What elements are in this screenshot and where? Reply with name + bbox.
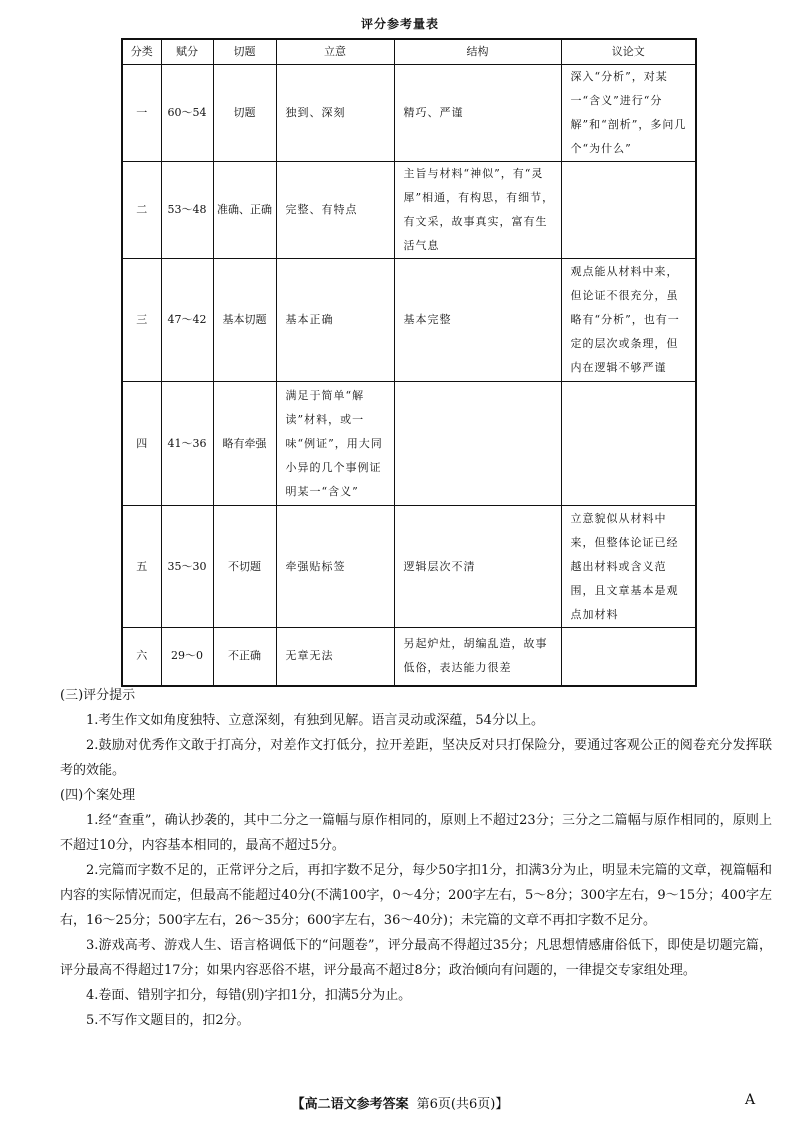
section-title-special-cases: (四)个案处理 (60, 788, 136, 803)
header-idea: 立意 (276, 39, 394, 65)
cell-category: 五 (122, 506, 161, 628)
note-item: 1.经“查重”，确认抄袭的，其中二分之一篇幅与原作相同的，原则上不超过23分；三分之二篇幅与原作相同的，原则上不超过10分，内容基本相同的，最高不超过5分。 (60, 813, 772, 853)
scoring-rubric-table (121, 38, 697, 687)
cell-idea: 无章无法 (276, 628, 394, 686)
header-category: 分类 (122, 39, 161, 65)
cell-relevance: 略有牵强 (213, 382, 276, 506)
header-structure: 结构 (394, 39, 561, 65)
cell-idea: 牵强贴标签 (276, 506, 394, 628)
cell-argument: 立意貌似从材料中来，但整体论证已经越出材料或含义范围，且文章基本是观点加材料 (561, 506, 696, 628)
note-item: 2.完篇而字数不足的，正常评分之后，再扣字数不足分，每少50字扣1分，扣满3分为止，明显未完篇的文章，视篇幅和内容的实际情况而定，但最高不能超过40分(不满100字，0～4分；200字左右，5～8分；300字左右，9～15分；400字左右，16～25分；500字左右，26～35分；600字左右，36～40分)；未完篇的文章不再扣字数不足分。 (60, 863, 772, 928)
cell-category: 三 (122, 259, 161, 382)
cell-relevance: 不切题 (213, 506, 276, 628)
footer-doc-title: 【高二语文参考答案 (291, 1097, 409, 1112)
grading-notes (60, 683, 772, 1033)
version-mark: A (745, 1092, 756, 1108)
cell-idea: 独到、深刻 (276, 65, 394, 162)
table-row (122, 628, 696, 686)
cell-structure: 基本完整 (394, 259, 561, 382)
cell-score: 41～36 (161, 382, 213, 506)
note-item: 5.不写作文题目的，扣2分。 (86, 1013, 250, 1028)
cell-structure: 逻辑层次不清 (394, 506, 561, 628)
cell-score: 47～42 (161, 259, 213, 382)
cell-idea: 基本正确 (276, 259, 394, 382)
cell-score: 60～54 (161, 65, 213, 162)
cell-relevance: 切题 (213, 65, 276, 162)
table-row (122, 162, 696, 259)
cell-argument (561, 162, 696, 259)
footer-page-info: 第6页(共6页)】 (416, 1097, 509, 1112)
cell-relevance: 基本切题 (213, 259, 276, 382)
cell-score: 29～0 (161, 628, 213, 686)
table-header-row (122, 39, 696, 65)
table-title: 评分参考量表 (360, 17, 439, 31)
cell-relevance: 不正确 (213, 628, 276, 686)
cell-structure (394, 382, 561, 506)
table-row (122, 382, 696, 506)
cell-score: 35～30 (161, 506, 213, 628)
table-row (122, 259, 696, 382)
cell-category: 一 (122, 65, 161, 162)
cell-category: 四 (122, 382, 161, 506)
cell-structure: 精巧、严谨 (394, 65, 561, 162)
cell-idea: 完整、有特点 (276, 162, 394, 259)
cell-category: 二 (122, 162, 161, 259)
cell-argument: 观点能从材料中来，但论证不很充分，虽略有“分析”，也有一定的层次或条理，但内在逻辑不够严谨 (561, 259, 696, 382)
table-row (122, 506, 696, 628)
cell-structure: 另起炉灶，胡编乱造，故事低俗，表达能力很差 (394, 628, 561, 686)
cell-argument: 深入“分析”，对某一“含义”进行“分解”和“剖析”，多问几个“为什么” (561, 65, 696, 162)
note-item: 2.鼓励对优秀作文敢于打高分，对差作文打低分，拉开差距，坚决反对只打保险分，要通过客观公正的阅卷充分发挥联考的效能。 (60, 738, 772, 778)
note-item: 1.考生作文如角度独特、立意深刻，有独到见解。语言灵动或深蕴，54分以上。 (86, 713, 544, 728)
header-argument: 议论文 (561, 39, 696, 65)
header-relevance: 切题 (213, 39, 276, 65)
note-item: 4.卷面、错别字扣分，每错(别)字扣1分，扣满5分为止。 (86, 988, 412, 1003)
table-row (122, 65, 696, 162)
cell-relevance: 准确、正确 (213, 162, 276, 259)
section-title-scoring-tips: (三)评分提示 (60, 688, 136, 703)
header-score: 赋分 (161, 39, 213, 65)
page-footer (0, 1093, 800, 1112)
cell-category: 六 (122, 628, 161, 686)
cell-argument (561, 628, 696, 686)
cell-score: 53～48 (161, 162, 213, 259)
cell-argument (561, 382, 696, 506)
note-item: 3.游戏高考、游戏人生、语言格调低下的“问题卷”，评分最高不得超过35分；凡思想情感庸俗低下，即使是切题完篇，评分最高不得超过17分；如果内容恶俗不堪，评分最高不超过8分；政治倾向有问题的，一律提交专家组处理。 (60, 938, 772, 978)
cell-idea: 满足于简单“解读”材料，或一味“例证”，用大同小异的几个事例证明某一“含义” (276, 382, 394, 506)
cell-structure: 主旨与材料“神似”，有“灵犀”相通，有构思，有细节，有文采，故事真实，富有生活气息 (394, 162, 561, 259)
